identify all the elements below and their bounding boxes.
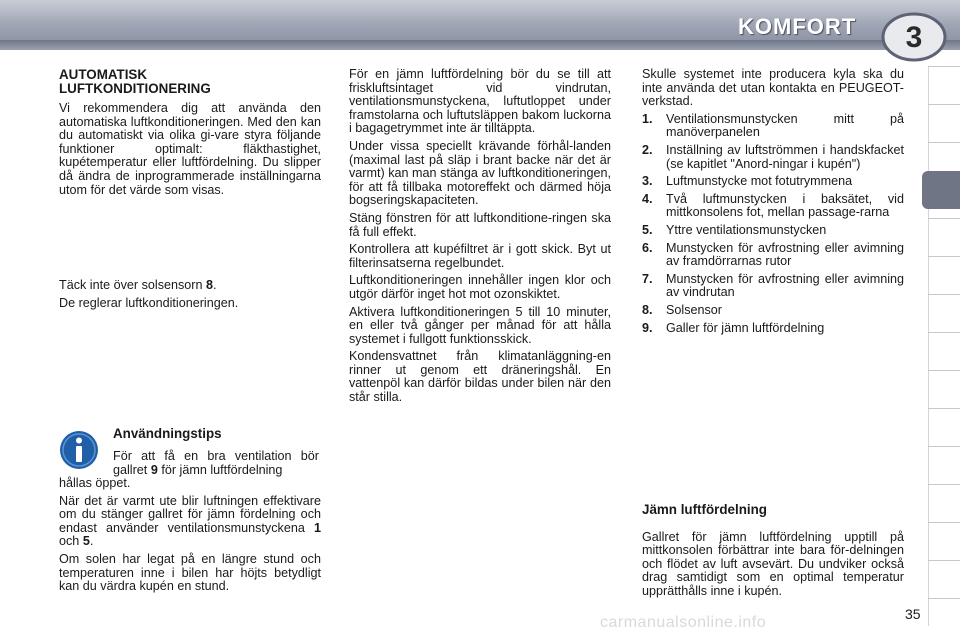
tab-divider [928, 408, 960, 409]
tips-text [113, 450, 319, 477]
tips-p2-mid: och [59, 534, 83, 549]
list-item [642, 193, 904, 220]
sensor-text-end: . [213, 278, 217, 293]
tips-p2-text: När det är varmt ute blir luftningen effektivare om du stänger gallret för jämn fördelning och endast använder ventilationsmunstyckena [59, 493, 321, 535]
item-text: Två luftmunstycken i baksätet, vid mittkonsolens fot, mellan passage-rarna [666, 191, 904, 220]
tab-divider [928, 598, 960, 599]
item-number: 1. [642, 111, 653, 126]
tips-tail-line: hållas öppet. [59, 476, 131, 490]
heading-line-1: AUTOMATISK [59, 67, 148, 82]
item-number: 7. [642, 271, 653, 286]
tab-divider [928, 332, 960, 333]
tab-divider [928, 484, 960, 485]
item-text: Munstycken för avfrostning eller avimning av framdörrarnas rutor [666, 240, 904, 269]
tips-p2-num1: 1 [313, 520, 321, 535]
tab-divider [928, 256, 960, 257]
list-item [642, 113, 904, 140]
column-left [59, 68, 321, 314]
tab-divider [928, 560, 960, 561]
even-distribution-section [642, 503, 904, 599]
intro-paragraph: Skulle systemet inte producera kyla ska du inte använda det utan kontakta en PEUGEOT-verkstad. [642, 67, 904, 109]
list-item [642, 273, 904, 300]
tab-divider [928, 294, 960, 295]
paragraph: Under vissa speciellt krävande förhål-landen (maximal last på släp i brant backe när det är varmt) kan man stänga av luftkonditioneringen, för att få tillbaka motoreffekt och därmed höja bogseringskapaciteten. [349, 138, 611, 208]
chapter-number: 3 [905, 21, 923, 54]
section-heading: Jämn luftfördelning [642, 502, 767, 517]
paragraph: Kondensvattnet från klimatanläggning-en rinner ut genom ett dräneringshål. En vattenpöl kan därför bildas under bilen när den står stilla. [349, 349, 611, 405]
chapter-tabs [928, 66, 960, 626]
info-icon [59, 430, 99, 470]
list-item [642, 175, 904, 189]
tips-title: Användningstips [113, 426, 222, 441]
list-item [642, 242, 904, 269]
sensor-text: Täck inte över solsensorn [59, 278, 206, 293]
heading-line-2: LUFTKONDITIONERING [59, 81, 211, 96]
paragraph: Kontrollera att kupéfiltret är i gott skick. Byt ut filterinsatserna regelbundet. [349, 242, 611, 270]
paragraph: För en jämn luftfördelning bör du se till att friskluftsintaget vid vindrutan, ventilationsmunstyckena, luftutloppet under framstolarna och luftutsläppen bakom luckorna i bagagetrymmet inte är tilltäppta. [349, 67, 611, 136]
item-number: 6. [642, 240, 653, 255]
item-text: Munstycken för avfrostning eller avimning av vindrutan [666, 271, 904, 300]
item-text: Yttre ventilationsmunstycken [666, 222, 827, 237]
section-title: KOMFORT [738, 14, 857, 39]
tab-divider [928, 446, 960, 447]
item-text: Luftmunstycke mot fotutrymmena [666, 174, 853, 189]
legend-list [642, 113, 904, 335]
tips-paragraph-3: Om solen har legat på en längre stund och temperaturen inne i bilen har höjts betydligt kan du värdra kupén en stund. [59, 551, 321, 594]
tab-divider [928, 142, 960, 143]
tips-paragraph-2 [59, 495, 321, 549]
tips-number: 9 [150, 462, 158, 477]
paragraph: Aktivera luftkonditioneringen 5 till 10 minuter, en eller två gånger per månad för att hålla systemet i fullgott funktionsskick. [349, 304, 611, 346]
list-item [642, 144, 904, 171]
column-middle [349, 68, 611, 409]
item-text: Galler för jämn luftfördelning [666, 320, 825, 335]
paragraph: Stäng fönstren för att luftkonditione-ringen ska få full effekt. [349, 210, 611, 239]
item-number: 8. [642, 302, 653, 317]
sensor-number: 8 [206, 278, 214, 293]
tab-divider [928, 66, 960, 67]
tab-divider [928, 104, 960, 105]
sensor-note: De reglerar luftkonditioneringen. [59, 295, 239, 310]
intro-paragraph: Vi rekommendera dig att använda den automatiska luftkonditioneringen. Med den kan du automatiskt via olika gi-vare styra följande funktioner optimalt: fläkthastighet, kupétemperatur eller luftfördelning. Du slipper då ändra de inprogrammerade inställningarna utom för det värde som visas. [59, 101, 321, 197]
chapter-badge [880, 11, 948, 63]
list-item [642, 224, 904, 238]
header-strip [0, 40, 960, 50]
section-heading [59, 68, 321, 96]
tab-active-chapter[interactable] [922, 171, 960, 209]
sensor-paragraph [59, 279, 321, 293]
tips-tail [59, 477, 321, 598]
watermark: carmanualsonline.info [600, 614, 767, 631]
item-number: 4. [642, 191, 653, 206]
section-paragraph: Gallret för jämn luftfördelning upptill på mittkonsolen förbättrar inte bara för-delningen och flödet av luft avsevärt. Du undviker också drag samtidigt som en optimal temperatur upprätthålls inne i kupén. [642, 529, 904, 598]
tab-divider [928, 522, 960, 523]
item-number: 9. [642, 320, 653, 335]
list-item [642, 322, 904, 336]
tab-edge [928, 66, 929, 626]
item-text: Inställning av luftströmmen i handskfacket (se kapitlet "Anord-ningar i kupén") [666, 142, 904, 171]
item-number: 5. [642, 222, 653, 237]
tips-p2-num2: 5 [82, 534, 90, 549]
page-number: 35 [905, 606, 921, 622]
tab-divider [928, 370, 960, 371]
column-right [642, 68, 904, 339]
tips-text-b: för jämn luftfördelning [157, 462, 283, 477]
tips-p2-end: . [89, 534, 94, 549]
item-text: Ventilationsmunstycken mitt på manöverpanelen [666, 111, 904, 140]
paragraph: Luftkonditioneringen innehåller ingen klor och utgör därför inget hot mot ozonskiktet. [349, 273, 611, 301]
item-number: 2. [642, 142, 653, 157]
spacer [59, 201, 321, 279]
item-number: 3. [642, 174, 653, 189]
item-text: Solsensor [666, 302, 723, 317]
tips-text-a: För att få en bra ventilation bör gallret [113, 449, 319, 477]
tab-divider [928, 218, 960, 219]
list-item [642, 304, 904, 318]
